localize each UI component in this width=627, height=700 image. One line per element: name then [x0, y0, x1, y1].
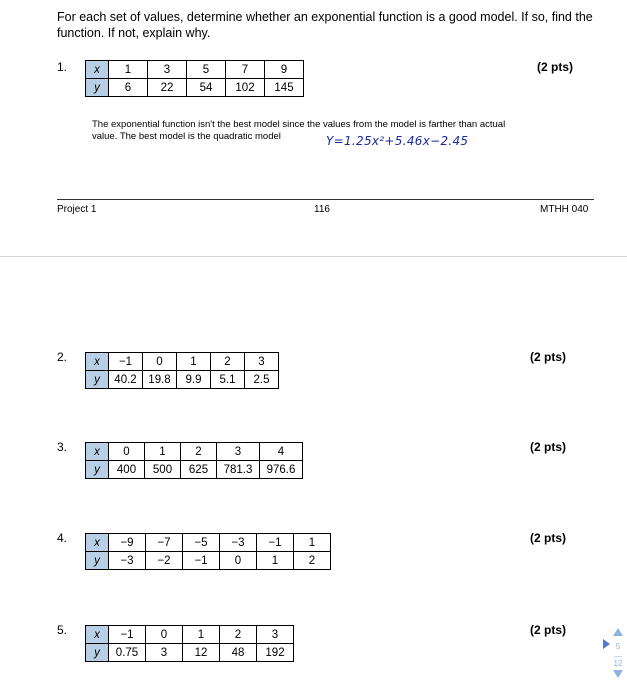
- y-label: y: [86, 371, 109, 389]
- page-up-icon[interactable]: [613, 628, 623, 636]
- y-label: y: [86, 644, 109, 662]
- answer-1-explanation: The exponential function isn't the best model since the values from the model is farther than actual value. The best model is the quadratic model: [92, 119, 506, 142]
- y-value-cell: 0.75: [109, 644, 146, 662]
- x-row: [86, 534, 331, 552]
- x-value-cell: −3: [220, 534, 257, 552]
- page-navigator: [609, 626, 627, 700]
- question-2-number: 2.: [57, 350, 68, 364]
- y-value-cell: 3: [146, 644, 183, 662]
- y-value-cell: 102: [226, 79, 265, 97]
- y-value-cell: 400: [109, 461, 145, 479]
- y-value-cell: 192: [257, 644, 294, 662]
- x-value-cell: −1: [257, 534, 294, 552]
- x-value-cell: 0: [143, 353, 177, 371]
- y-value-cell: 5.1: [211, 371, 245, 389]
- question-2-points: (2 pts): [530, 350, 566, 364]
- instructions: For each set of values, determine whether an exponential function is a good model. If so, find the function. If not, explain why.: [57, 10, 593, 40]
- question-1-table: [85, 60, 304, 97]
- y-value-cell: 145: [265, 79, 304, 97]
- x-value-cell: 1: [177, 353, 211, 371]
- x-value-cell: 3: [245, 353, 279, 371]
- question-1-number: 1.: [57, 60, 68, 74]
- y-value-cell: 6: [109, 79, 148, 97]
- y-value-cell: −3: [109, 552, 146, 570]
- footer-left: Project 1: [57, 204, 97, 215]
- y-value-cell: 48: [220, 644, 257, 662]
- y-value-cell: 1: [257, 552, 294, 570]
- y-value-cell: 40.2: [109, 371, 143, 389]
- y-value-cell: 500: [145, 461, 181, 479]
- x-value-cell: 0: [146, 626, 183, 644]
- y-value-cell: 12: [183, 644, 220, 662]
- x-label: x: [86, 626, 109, 644]
- question-3-points: (2 pts): [530, 440, 566, 454]
- x-value-cell: 1: [109, 61, 148, 79]
- y-row: [86, 371, 279, 389]
- x-value-cell: −1: [109, 353, 143, 371]
- x-row: [86, 353, 279, 371]
- x-value-cell: 1: [294, 534, 331, 552]
- x-value-cell: −9: [109, 534, 146, 552]
- question-5-points: (2 pts): [530, 623, 566, 637]
- y-value-cell: 0: [220, 552, 257, 570]
- x-value-cell: −5: [183, 534, 220, 552]
- y-value-cell: 54: [187, 79, 226, 97]
- question-5-table: [85, 625, 294, 662]
- x-row: [86, 443, 303, 461]
- x-label: x: [86, 353, 109, 371]
- page-total: 12: [613, 659, 623, 668]
- x-value-cell: 1: [183, 626, 220, 644]
- x-value-cell: −1: [109, 626, 146, 644]
- x-label: x: [86, 534, 109, 552]
- y-label: y: [86, 552, 109, 570]
- x-label: x: [86, 443, 109, 461]
- x-value-cell: 1: [145, 443, 181, 461]
- y-value-cell: 19.8: [143, 371, 177, 389]
- y-label: y: [86, 79, 109, 97]
- x-row: [86, 61, 304, 79]
- question-3-number: 3.: [57, 440, 68, 454]
- y-value-cell: 976.6: [260, 461, 303, 479]
- question-3-table: [85, 442, 303, 479]
- y-value-cell: −1: [183, 552, 220, 570]
- question-4-points: (2 pts): [530, 531, 566, 545]
- y-row: [86, 552, 331, 570]
- y-value-cell: 781.3: [217, 461, 260, 479]
- y-row: [86, 79, 304, 97]
- question-5-number: 5.: [57, 623, 68, 637]
- page-down-icon[interactable]: [613, 670, 623, 678]
- y-value-cell: 22: [148, 79, 187, 97]
- y-row: [86, 461, 303, 479]
- question-2-table: [85, 352, 279, 389]
- question-4-number: 4.: [57, 531, 68, 545]
- y-value-cell: 2.5: [245, 371, 279, 389]
- footer-divider: [57, 199, 594, 200]
- x-row: [86, 626, 294, 644]
- x-value-cell: 3: [217, 443, 260, 461]
- y-value-cell: 9.9: [177, 371, 211, 389]
- y-value-cell: 2: [294, 552, 331, 570]
- x-value-cell: 4: [260, 443, 303, 461]
- x-value-cell: 9: [265, 61, 304, 79]
- y-label: y: [86, 461, 109, 479]
- x-value-cell: 2: [220, 626, 257, 644]
- y-row: [86, 644, 294, 662]
- x-value-cell: 3: [148, 61, 187, 79]
- y-value-cell: −2: [146, 552, 183, 570]
- footer-center: 116: [314, 204, 330, 215]
- x-value-cell: 3: [257, 626, 294, 644]
- question-1-points: (2 pts): [537, 60, 573, 74]
- page-break: [0, 256, 627, 257]
- current-page-marker-icon: [603, 639, 610, 649]
- x-value-cell: 5: [187, 61, 226, 79]
- x-value-cell: −7: [146, 534, 183, 552]
- x-value-cell: 2: [181, 443, 217, 461]
- x-value-cell: 2: [211, 353, 245, 371]
- question-4-table: [85, 533, 331, 570]
- x-value-cell: 0: [109, 443, 145, 461]
- page-current: 5: [615, 642, 621, 651]
- footer-right: MTHH 040: [540, 204, 589, 215]
- x-value-cell: 7: [226, 61, 265, 79]
- y-value-cell: 625: [181, 461, 217, 479]
- answer-1-handwritten-equation: Y=1.25x²+5.46x−2.45: [326, 134, 469, 148]
- x-label: x: [86, 61, 109, 79]
- page-separator-icon: —: [614, 652, 622, 661]
